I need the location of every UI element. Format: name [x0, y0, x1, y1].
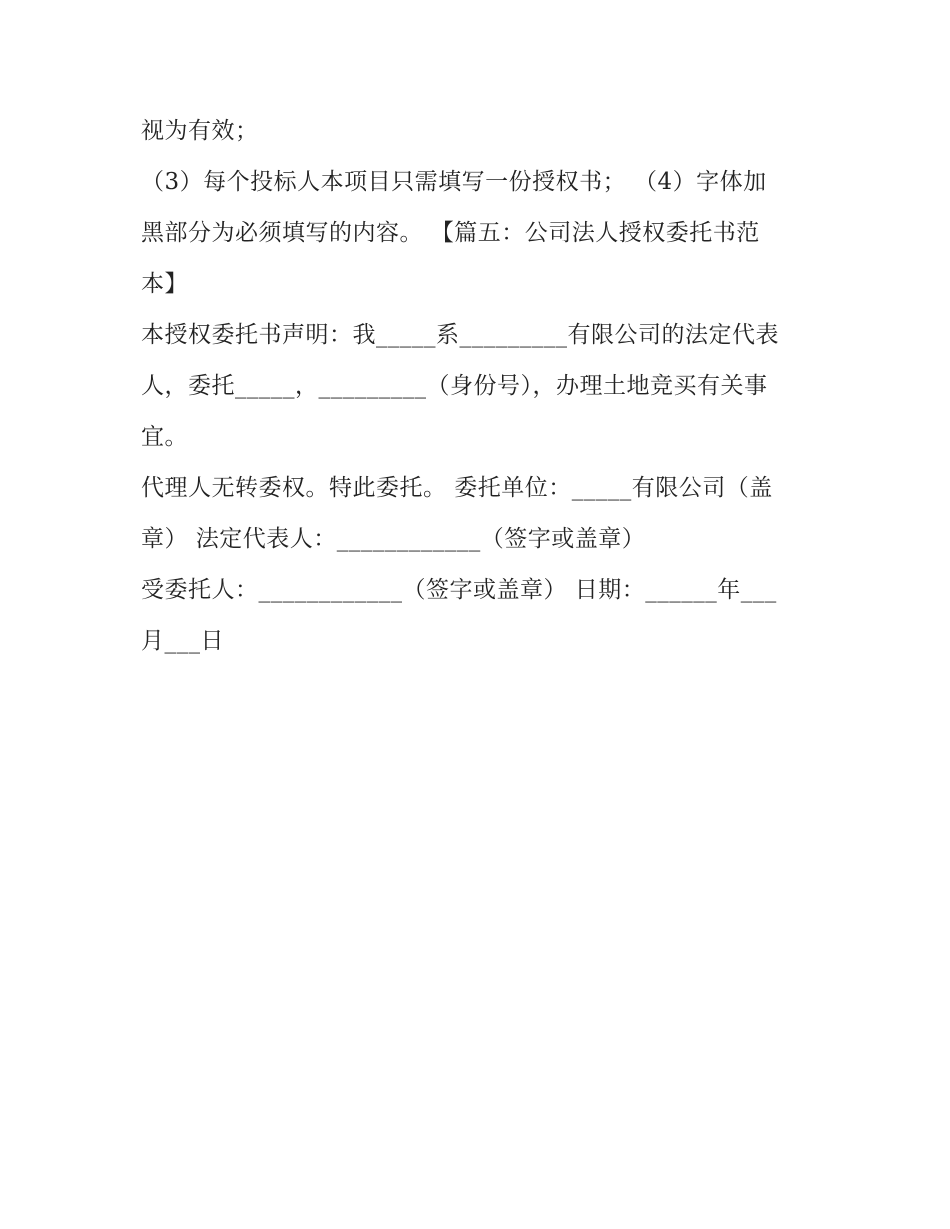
text-line: 本】: [141, 271, 188, 297]
text-line: （3）每个投标人本项目只需填写一份授权书； （4）字体加: [141, 169, 767, 195]
text-line: 章） 法定代表人：____________（签字或盖章）: [141, 526, 646, 552]
text-line: 本授权委托书声明：我_____系_________有限公司的法定代表: [141, 322, 779, 348]
text-line: 人，委托_____，_________（身份号），办理土地竞买有关事: [141, 373, 768, 399]
text-line: 黑部分为必须填写的内容。 【篇五：公司法人授权委托书范: [141, 220, 760, 246]
text-line: 视为有效；: [141, 118, 259, 144]
text-line: 月___日: [141, 628, 224, 654]
text-line: 宜。: [141, 424, 188, 450]
document-body: [141, 106, 811, 667]
text-line: 代理人无转委权。特此委托。 委托单位：_____有限公司（盖: [141, 475, 773, 501]
text-line: 受委托人：____________（签字或盖章） 日期：______年___: [141, 577, 777, 603]
